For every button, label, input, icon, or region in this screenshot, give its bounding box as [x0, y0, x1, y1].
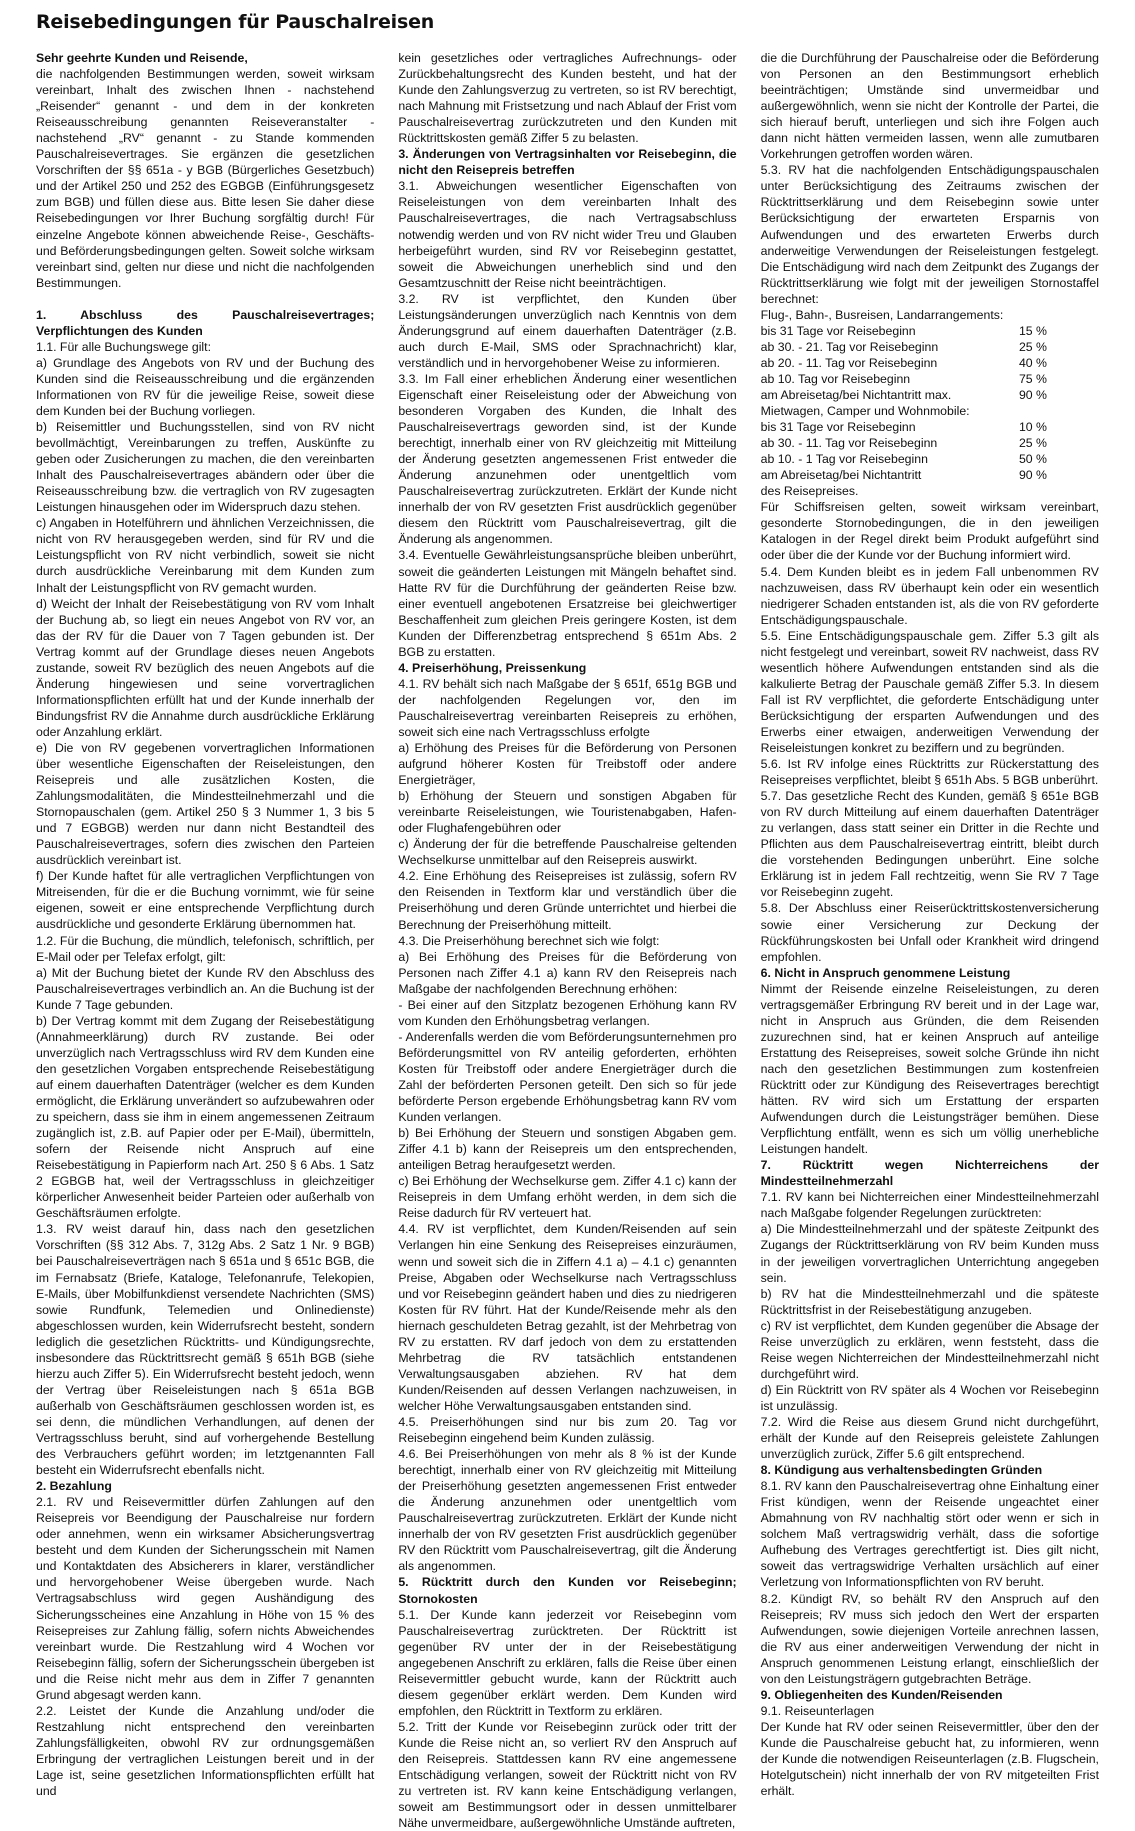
paragraph: 5.4. Dem Kunden bleibt es in jedem Fall unbenommen RV nachzuweisen, dass RV überhaupt kein oder ein wesentlich niedrigerer Schaden entstanden ist, als die von RV geforderte Entschädigungspauschale.	[760, 564, 1099, 627]
section-heading: 2. Bezahlung	[36, 1479, 112, 1494]
spacer	[36, 291, 374, 307]
paragraph: b) Bei Erhöhung der Steuern und sonstigen Abgaben gem. Ziffer 4.1 b) kann der Reisepreis um den entsprechenden, anteiligen Betrag heraufgesetzt werden.	[398, 1126, 737, 1173]
salutation: Sehr geehrte Kunden und Reisende,	[36, 51, 248, 65]
paragraph: 3.1. Abweichungen wesentlicher Eigenschaften von Reiseleistungen von dem vereinbarten Inhalt des Pauschalreisevertrages, die nach Vertragsabschluss notwendig werden und von RV nicht wider Treu und Glauben herbeigeführt wurden, sind RV vor Reisebeginn gestattet, soweit die Abweichungen unerheblich sind und den Gesamtzuschnitt der Reise nicht beeinträchtigen.	[398, 179, 737, 290]
paragraph: 1.1. Für alle Buchungswege gilt:	[36, 339, 211, 354]
section-heading: 7. Rücktritt wegen Nichterreichens der Mindestteilnehmerzahl	[760, 1158, 1099, 1189]
column-3	[761, 50, 1099, 1831]
paragraph: 5.5. Eine Entschädigungspauschale gem. Ziffer 5.3 gilt als nicht festgelegt und vereinbart, soweit RV nachweist, dass RV wesentlich höhere Aufwendungen entstanden sind als die kalkulierte Betrag der Pauschale gemäß Ziffer 5.3. In diesem Fall ist RV verpflichtet, die geforderte Entschädigung unter Berücksichtigung der ersparten Aufwendungen und des Erwerbs einer etwaigen, anderweitigen Verwendung der Reiseleistungen konkret zu beziffern und zu begründen.	[760, 628, 1099, 756]
paragraph: des Reisepreises.	[760, 484, 859, 499]
paragraph: 5.1. Der Kunde kann jederzeit vor Reisebeginn vom Pauschalreisevertrag zurücktreten. Der Rücktritt ist gegenüber RV unter der in der Reisebestätigung angegebenen Anschrift zu erklären, falls die Reise über einen Reisevermittler gebucht wurde, kann der Rücktritt auch diesem gegenüber erklärt werden. Dem Kunden wird empfohlen, den Rücktritt in Textform zu erklären.	[398, 1607, 737, 1718]
paragraph: a) Grundlage des Angebots von RV und der Buchung des Kunden sind die Reiseausschreibung und die ergänzenden Informationen von RV für die jeweilige Reise, soweit diese dem Kunden bei der Buchung vorliegen.	[36, 355, 375, 418]
rate-period: am Abreisetag/bei Nichtantritt	[760, 468, 922, 483]
rate-percent: 40 %	[1018, 355, 1047, 370]
rates-heading-rental: Mietwagen, Camper und Wohnmobile:	[760, 404, 970, 419]
paragraph: 1.2. Für die Buchung, die mündlich, telefonisch, schriftlich, per E-Mail oder per Telefax erfolgt, gilt:	[36, 933, 375, 964]
rate-percent: 75 %	[1018, 371, 1047, 386]
rate-percent: 25 %	[1018, 436, 1047, 451]
paragraph: Der Kunde hat RV oder seinen Reisevermittler, über den der Kunde die Pauschalreise gebucht hat, zu informieren, wenn der Kunde die notwendigen Reiseunterlagen (z.B. Flugschein, Hotelgutschein) nicht innerhalb der von RV mitgeteilten Frist erhält.	[760, 1719, 1099, 1799]
section-heading: 4. Preiserhöhung, Preissenkung	[398, 660, 587, 675]
paragraph: 5.8. Der Abschluss einer Reiserücktrittskostenversicherung sowie einer Versicherung zur Deckung der Rückführungskosten bei Unfall oder Krankheit wird dringend empfohlen.	[760, 901, 1099, 964]
paragraph: 7.2. Wird die Reise aus diesem Grund nicht durchgeführt, erhält der Kunde auf den Reisepreis geleistete Zahlungen unverzüglich zurück, Ziffer 5.6 gilt entsprechend.	[760, 1414, 1099, 1462]
paragraph: 4.4. RV ist verpflichtet, dem Kunden/Reisenden auf sein Verlangen hin eine Senkung des Reisepreises einzuräumen, wenn und soweit sich die in Ziffern 4.1 a) – 4.1 c) genannten Preise, Abgaben oder Wechselkurse nach Vertragsschluss und vor Reisebeginn geändert haben und dies zu niedrigeren Kosten für RV führt. Hat der Kunde/Reisende mehr als den hiernach geschuldeten Betrag gezahlt, ist der Mehrbetrag von RV zu erstatten. RV darf jedoch von dem zu erstattenden Mehrbetrag die RV tatsächlich entstandenen Verwaltungsausgaben abziehen. RV hat dem Kunden/Reisenden auf dessen Verlangen nachzuweisen, in welcher Höhe Verwaltungsausgaben entstanden sind.	[398, 1222, 737, 1413]
section-heading: 9. Obliegenheiten des Kunden/Reisenden	[760, 1687, 1003, 1702]
paragraph: 8.2. Kündigt RV, so behält RV den Anspruch auf den Reisepreis; RV muss sich jedoch den Wert der ersparten Aufwendungen, sowie diejenigen Vorteile anrechnen lassen, die RV aus einer anderweitigen Verwendung der nicht in Anspruch genommenen Leistung erlangt, einschließlich der von den Leistungsträgern gutgebrachten Beträge.	[760, 1591, 1099, 1686]
paragraph: 2.2. Leistet der Kunde die Anzahlung und/oder die Restzahlung nicht entsprechend den vereinbarten Zahlungsfälligkeiten, obwohl RV zur ordnungsgemäßen Erbringung der vertraglichen Leistungen bereit und in der Lage ist, seine gesetzlichen Informationspflichten erfüllt hat und	[36, 1703, 375, 1799]
rate-period: bis 31 Tage vor Reisebeginn	[760, 420, 916, 435]
paragraph: Nimmt der Reisende einzelne Reiseleistungen, zu deren vertragsgemäßer Erbringung RV bereit und in der Lage war, nicht in Anspruch aus Gründen, die dem Reisenden zuzurechnen sind, hat er keinen Anspruch auf anteilige Erstattung des Reisepreises, soweit solche Gründe ihn nicht nach den gesetzlichen Bestimmungen zum kostenfreien Rücktritt oder zur Kündigung des Reisevertrages berechtigt hätten. RV wird sich um Erstattung der ersparten Aufwendungen durch die Leistungsträger bemühen. Diese Verpflichtung entfällt, wenn es sich um völlig unerhebliche Leistungen handelt.	[760, 981, 1099, 1157]
rate-percent: 90 %	[1018, 387, 1047, 402]
paragraph: 1.3. RV weist darauf hin, dass nach den gesetzlichen Vorschriften (§§ 312 Abs. 7, 312g Abs. 2 Satz 1 Nr. 9 BGB) bei Pauschalreiseverträgen nach § 651a und § 651c BGB, die im Fernabsatz (Briefe, Kataloge, Telefonanrufe, Telekopien, E-Mails, über Mobilfunkdienst versendete Nachrichten (SMS) sowie Rundfunk, Telemedien und Onlinedienste) abgeschlossen wurden, kein Widerrufsrecht besteht, sondern lediglich die gesetzlichen Rücktritts- und Kündigungsrechte, insbesondere das Rücktrittsrecht gemäß § 651h BGB (siehe hierzu auch Ziffer 5). Ein Widerrufsrecht besteht jedoch, wenn der Vertrag über Reiseleistungen nach § 651a BGB außerhalb von Geschäftsräumen geschlossen worden ist, es sei denn, die mündlichen Verhandlungen, auf denen der Vertragsschluss beruht, sind auf vorhergehende Bestellung des Verbrauchers geführt worden; im letztgenannten Fall besteht ein Widerrufsrecht ebenfalls nicht.	[36, 1222, 375, 1478]
rate-period: ab 10. Tag vor Reisebeginn	[760, 371, 911, 386]
rate-row	[761, 323, 1099, 339]
rate-row	[761, 467, 1099, 483]
paragraph: Für Schiffsreisen gelten, soweit wirksam vereinbart, gesonderte Stornobedingungen, die in den jeweiligen Katalogen in der Regel direkt beim Produkt aufgeführt sind oder über die der Kunde vor der Buchung informiert wird.	[760, 500, 1099, 563]
paragraph: a) Bei Erhöhung des Preises für die Beförderung von Personen nach Ziffer 4.1 a) kann RV den Reisepreis nach Maßgabe der nachfolgenden Berechnung erhöhen:	[398, 949, 737, 996]
paragraph: 7.1. RV kann bei Nichterreichen einer Mindestteilnehmerzahl nach Maßgabe folgender Regelungen zurücktreten:	[760, 1190, 1099, 1221]
paragraph: c) Bei Erhöhung der Wechselkurse gem. Ziffer 4.1 c) kann der Reisepreis in dem Umfang erhöht werden, in dem sich die Reise dadurch für RV verteuert hat.	[398, 1174, 737, 1221]
section-heading: 3. Änderungen von Vertragsinhalten vor Reisebeginn, die nicht den Reisepreis betreffen	[398, 147, 737, 178]
column-3-bottom	[761, 483, 1099, 1799]
paragraph: 4.5. Preiserhöhungen sind nur bis zum 20. Tag vor Reisebeginn eingehend beim Kunden zulässig.	[398, 1414, 737, 1446]
rate-row	[761, 371, 1099, 387]
column-2	[398, 50, 736, 1831]
paragraph: a) Mit der Buchung bietet der Kunde RV den Abschluss des Pauschalreisevertrages verbindlich an. An die Buchung ist der Kunde 7 Tage gebunden.	[36, 965, 375, 1012]
rate-row	[761, 387, 1099, 403]
rate-row	[761, 419, 1099, 435]
section-heading: 1. Abschluss des Pauschalreisevertrages; Verpflichtungen des Kunden	[36, 307, 375, 338]
paragraph: d) Ein Rücktritt von RV später als 4 Wochen vor Reisebeginn ist unzulässig.	[760, 1382, 1099, 1413]
rates-table-rental	[761, 419, 1099, 483]
paragraph: die die Durchführung der Pauschalreise oder die Beförderung von Personen an den Bestimmungsort erheblich beeinträchtigen; Umstände sind unvermeidbar und außergewöhnlich, wenn sie nicht der Kontrolle der Partei, die sich hierauf beruft, unterliegen und sich ihre Folgen auch dann nicht hätten vermeiden lassen, wenn alle zumutbaren Vorkehrungen getroffen worden wären.	[760, 51, 1099, 162]
paragraph: 2.1. RV und Reisevermittler dürfen Zahlungen auf den Reisepreis vor Beendigung der Pauschalreise nur fordern oder annehmen, wenn ein wirksamer Absicherungsvertrag besteht und dem Kunden der Sicherungsschein mit Namen und Kontaktdaten des Absicherers in klarer, verständlicher und hervorgehobener Weise übergeben wurde. Nach Vertragsabschluss wird gegen Aushändigung des Sicherungsscheines eine Anzahlung in Höhe von 15 % des Reisepreises zur Zahlung fällig, sofern nichts Abweichendes vereinbart wurde. Die Restzahlung wird 4 Wochen vor Reisebeginn fällig, sofern der Sicherungsschein übergeben ist und die Reise nicht mehr aus dem in Ziffer 7 genannten Grund abgesagt werden kann.	[36, 1495, 375, 1702]
paragraph: 3.3. Im Fall einer erheblichen Änderung einer wesentlichen Eigenschaft einer Reiseleistung oder der Abweichung von besonderen Vorgaben des Kunden, die Inhalt des Pauschalreisevertrags geworden sind, ist der Kunde berechtigt, innerhalb einer von RV gleichzeitig mit Mitteilung der Änderung gesetzten angemessenen Frist entweder die Änderung anzunehmen oder unentgeltlich vom Pauschalreisevertrag zurückzutreten. Erklärt der Kunde nicht innerhalb der von RV gesetzten Frist ausdrücklich gegenüber diesem den Rücktritt vom Pauschalreisevertrag, gilt die Änderung als angenommen.	[398, 371, 737, 547]
rate-percent: 10 %	[1018, 420, 1047, 435]
paragraph: 4.3. Die Preiserhöhung berechnet sich wie folgt:	[398, 933, 660, 948]
paragraph: Flug-, Bahn-, Busreisen, Landarrangements:	[760, 307, 1004, 322]
rate-percent: 25 %	[1018, 339, 1047, 354]
rate-period: ab 30. - 21. Tag vor Reisebeginn	[760, 339, 939, 354]
paragraph: b) RV hat die Mindestteilnehmerzahl und die späteste Rücktrittsfrist in der Reisebestätigung anzugeben.	[760, 1286, 1099, 1317]
rate-row	[761, 435, 1099, 451]
rates-table-travel	[761, 323, 1099, 403]
paragraph: 3.2. RV ist verpflichtet, den Kunden über Leistungsänderungen unverzüglich nach Kenntnis von dem Änderungsgrund auf einem dauerhaften Datenträger (z.B. auch durch E-Mail, SMS oder Sprachnachricht) klar, verständlich und in hervorgehobener Weise zu informieren.	[398, 291, 737, 370]
paragraph: 5.7. Das gesetzliche Recht des Kunden, gemäß § 651e BGB von RV durch Mitteilung auf einem dauerhaften Datenträger zu verlangen, dass statt seiner ein Dritter in die Rechte und Pflichten aus dem Pauschalreisevertrag eintritt, bleibt durch die vorstehenden Bedingungen unberührt. Eine solche Erklärung ist in jedem Fall rechtzeitig, wenn Sie RV 7 Tage vor Reisebeginn zugeht.	[760, 789, 1099, 900]
rate-period: ab 10. - 1 Tag vor Reisebeginn	[760, 452, 928, 467]
paragraph: 3.4. Eventuelle Gewährleistungsansprüche bleiben unberührt, soweit die geänderten Leistungen mit Mängeln behaftet sind. Hatte RV für die Durchführung der geänderten Reise bzw. einer eventuell angebotenen Ersatzreise bei gleichwertiger Beschaffenheit zum gleichen Preis geringere Kosten, ist dem Kunden der Differenzbetrag entsprechend § 651m Abs. 2 BGB zu erstatten.	[398, 548, 737, 659]
paragraph: d) Weicht der Inhalt der Reisebestätigung von RV vom Inhalt der Buchung ab, so liegt ein neues Angebot von RV vor, an das der RV für die Dauer von 7 Tagen gebunden ist. Der Vertrag kommt auf der Grundlage dieses neuen Angebots zustande, soweit RV bezüglich des neuen Angebots auf die Änderung hingewiesen und seine vorvertraglichen Informationspflichten erfüllt hat und der Kunde innerhalb der Bindungsfrist RV die Annahme durch ausdrückliche Erklärung oder Anzahlung erklärt.	[36, 596, 375, 739]
rate-row	[761, 451, 1099, 467]
paragraph: b) Der Vertrag kommt mit dem Zugang der Reisebestätigung (Annahmeerklärung) durch RV zustande. Bei oder unverzüglich nach Vertragsschluss wird RV dem Kunden eine den gesetzlichen Vorgaben entsprechende Reisebestätigung auf einem dauerhaften Datenträger (welcher es dem Kunden ermöglicht, die Erklärung unverändert so aufzubewahren oder zu speichern, dass sie ihm in einem angemessenen Zeitraum zugänglich ist, z.B. auf Papier oder per E-Mail), übermitteln, sofern der Reisende nicht Anspruch auf eine Reisebestätigung in Papierform nach Art. 250 § 6 Abs. 1 Satz 2 EGBGB hat, weil der Vertragsschluss in gleichzeitiger körperlicher Anwesenheit beider Parteien oder außerhalb von Geschäftsräumen erfolgte.	[36, 1013, 375, 1221]
rate-percent: 50 %	[1018, 452, 1047, 467]
rate-period: ab 20. - 11. Tag vor Reisebeginn	[760, 355, 938, 370]
rate-row	[761, 339, 1099, 355]
paragraph: 8.1. RV kann den Pauschalreisevertrag ohne Einhaltung einer Frist kündigen, wenn der Reisende ungeachtet einer Abmahnung von RV nachhaltig stört oder wenn er sich in solchem Maß vertragswidrig verhält, dass die sofortige Aufhebung des Vertrages gerechtfertigt ist. Dies gilt nicht, soweit das vertragswidrige Verhalten ursächlich auf einer Verletzung von Informationspflichten von RV beruht.	[760, 1479, 1099, 1590]
rate-period: am Abreisetag/bei Nichtantritt max.	[760, 387, 952, 402]
paragraph: 4.2. Eine Erhöhung des Reisepreises ist zulässig, sofern RV den Reisenden in Textform klar und verständlich über die Preiserhöhung und deren Gründe unterrichtet und hierbei die Berechnung der Preiserhöhung mitteilt.	[398, 869, 737, 932]
text-columns	[36, 50, 1099, 1831]
section-heading: 8. Kündigung aus verhaltensbedingten Gründen	[760, 1463, 1043, 1478]
paragraph: 5.6. Ist RV infolge eines Rücktritts zur Rückerstattung des Reisepreises verpflichtet, bleibt § 651h Abs. 5 BGB unberührt.	[760, 757, 1099, 788]
paragraph: 5.3. RV hat die nachfolgenden Entschädigungspauschalen unter Berücksichtigung des Zeitraums zwischen der Rücktrittserklärung und dem Reisebeginn sowie unter Berücksichtigung der erwarteten Ersparnis von Aufwendungen und des erwarteten Erwerbs durch anderweitige Verwendungen der Reiseleistungen festgelegt. Die Entschädigung wird nach dem Zeitpunkt des Zugangs der Rücktrittserklärung wie folgt mit der jeweiligen Stornostaffel berechnet:	[760, 163, 1099, 306]
paragraph: b) Reisemittler und Buchungsstellen, sind von RV nicht bevollmächtigt, Vereinbarungen zu treffen, Auskünfte zu geben oder Zusicherungen zu machen, die den vereinbarten Inhalt des Pauschalreisevertrages abändern oder über die Reiseausschreibung bzw. die vertraglich von RV zugesagten Leistungen hinausgehen oder im Widerspruch dazu stehen.	[36, 420, 375, 515]
column-3-top	[761, 50, 1099, 323]
paragraph: e) Die von RV gegebenen vorvertraglichen Informationen über wesentliche Eigenschaften der Reiseleistungen, den Reisepreis und alle zusätzlichen Kosten, die Zahlungsmodalitäten, die Mindestteilnehmerzahl und die Stornopauschalen (gem. Artikel 250 § 3 Nummer 1, 3 bis 5 und 7 EGBGB) werden nur dann nicht Bestandteil des Pauschalreisevertrages, sofern dies zwischen den Parteien ausdrücklich vereinbart ist.	[36, 740, 375, 868]
paragraph: 5.2. Tritt der Kunde vor Reisebeginn zurück oder tritt der Kunde die Reise nicht an, so verliert RV den Anspruch auf den Reisepreis. Stattdessen kann RV eine angemessene Entschädigung verlangen, soweit der Rücktritt nicht von RV zu vertreten ist. RV kann keine Entschädigung verlangen, soweit am Bestimmungsort oder in dessen unmittelbarer Nähe unvermeidbare, außergewöhnliche Umstände auftreten,	[398, 1719, 737, 1831]
paragraph: kein gesetzliches oder vertragliches Aufrechnungs- oder Zurückbehaltungsrecht des Kunden besteht, und hat der Kunde den Zahlungsverzug zu vertreten, so ist RV berechtigt, nach Mahnung mit Fristsetzung und nach Ablauf der Frist vom Pauschalreisevertrag zurückzutreten und den Kunden mit Rücktrittskosten gemäß Ziffer 5 zu belasten.	[398, 51, 737, 146]
rate-period: bis 31 Tage vor Reisebeginn	[760, 323, 916, 338]
rate-percent: 90 %	[1018, 468, 1047, 483]
paragraph: die nachfolgenden Bestimmungen werden, soweit wirksam vereinbart, Inhalt des zwischen Ihnen - nachstehend „Reisender“ genannt - und dem in der konkreten Reiseausschreibung genannten Reiseveranstalter - nachstehend „RV“ genannt - zu Stande kommenden Pauschalreisevertrages. Sie ergänzen die gesetzlichen Vorschriften der §§ 651a - y BGB (Bürgerliches Gesetzbuch) und der Artikel 250 und 252 des EGBGB (Einführungsgesetz zum BGB) und füllen diese aus. Bitte lesen Sie daher diese Reisebedingungen vor Ihrer Buchung sorgfältig durch! Für einzelne Angebote können abweichende Reise-, Geschäfts- und Beförderungsbedingungen gelten. Soweit solche wirksam vereinbart sind, gelten nur diese und nicht die nachfolgenden Bestimmungen.	[36, 67, 375, 290]
paragraph: - Bei einer auf den Sitzplatz bezogenen Erhöhung kann RV vom Kunden den Erhöhungsbetrag verlangen.	[398, 997, 737, 1028]
section-heading: 5. Rücktritt durch den Kunden vor Reisebeginn; Stornokosten	[398, 1575, 737, 1606]
paragraph: f) Der Kunde haftet für alle vertraglichen Verpflichtungen von Mitreisenden, für die er die Buchung vornimmt, wie für seine eigenen, soweit er eine entsprechende Verpflichtung durch ausdrückliche und gesonderte Erklärung übernommen hat.	[36, 869, 375, 932]
paragraph: a) Erhöhung des Preises für die Beförderung von Personen aufgrund höherer Kosten für Treibstoff oder andere Energieträger,	[398, 741, 737, 788]
rate-percent: 15 %	[1018, 323, 1047, 338]
section-heading: 6. Nicht in Anspruch genommene Leistung	[760, 965, 1011, 980]
paragraph: b) Erhöhung der Steuern und sonstigen Abgaben für vereinbarte Reiseleistungen, wie Touristenabgaben, Hafen- oder Flughafengebühren oder	[398, 789, 737, 836]
paragraph: c) Änderung der für die betreffende Pauschalreise geltenden Wechselkurse unmittelbar auf den Reisepreis auswirkt.	[398, 837, 737, 868]
paragraph: a) Die Mindestteilnehmerzahl und der späteste Zeitpunkt des Zugangs der Rücktrittserklärung von RV beim Kunden muss in der jeweiligen vorvertraglichen Unterrichtung angegeben sein.	[760, 1222, 1099, 1285]
paragraph: c) RV ist verpflichtet, dem Kunden gegenüber die Absage der Reise unverzüglich zu erklären, wenn feststeht, dass die Reise wegen Nichterreichen der Mindestteilnehmerzahl nicht durchgeführt wird.	[760, 1318, 1099, 1381]
paragraph: 4.1. RV behält sich nach Maßgabe der § 651f, 651g BGB und der nachfolgenden Regelungen vor, den im Pauschalreisevertrag vereinbarten Reisepreis zu erhöhen, soweit sich eine nach Vertragsschluss erfolgte	[398, 676, 737, 739]
rate-period: ab 30. - 11. Tag vor Reisebeginn	[760, 436, 938, 451]
paragraph: - Anderenfalls werden die vom Beförderungsunternehmen pro Beförderungsmittel von RV anteilig geforderten, erhöhten Kosten für Treibstoff oder andere Energieträger durch die Zahl der beförderten Personen geteilt. Den sich so für jede beförderte Person ergebende Erhöhungsbetrag kann RV vom Kunden verlangen.	[398, 1029, 737, 1125]
document-title: Reisebedingungen für Pauschalreisen	[36, 11, 435, 33]
paragraph: 4.6. Bei Preiserhöhungen von mehr als 8 % ist der Kunde berechtigt, innerhalb einer von RV gleichzeitig mit Mitteilung der Preiserhöhung gesetzten angemessenen Frist entweder die Änderung anzunehmen oder unentgeltlich vom Pauschalreisevertrag zurückzutreten. Erklärt der Kunde nicht innerhalb der von RV gesetzten Frist ausdrücklich gegenüber RV den Rücktritt vom Pauschalreisevertrag, gilt die Änderung als angenommen.	[398, 1447, 737, 1574]
column-1	[36, 50, 374, 1831]
rate-row	[761, 355, 1099, 371]
paragraph: c) Angaben in Hotelführern und ähnlichen Verzeichnissen, die nicht von RV herausgegeben werden, sind für RV und die Leistungspflicht von RV nicht verbindlich, soweit sie nicht durch ausdrückliche Vereinbarung mit dem Kunden zum Inhalt der Leistungspflicht von RV gemacht wurden.	[36, 516, 375, 595]
paragraph: 9.1. Reiseunterlagen	[760, 1703, 875, 1718]
